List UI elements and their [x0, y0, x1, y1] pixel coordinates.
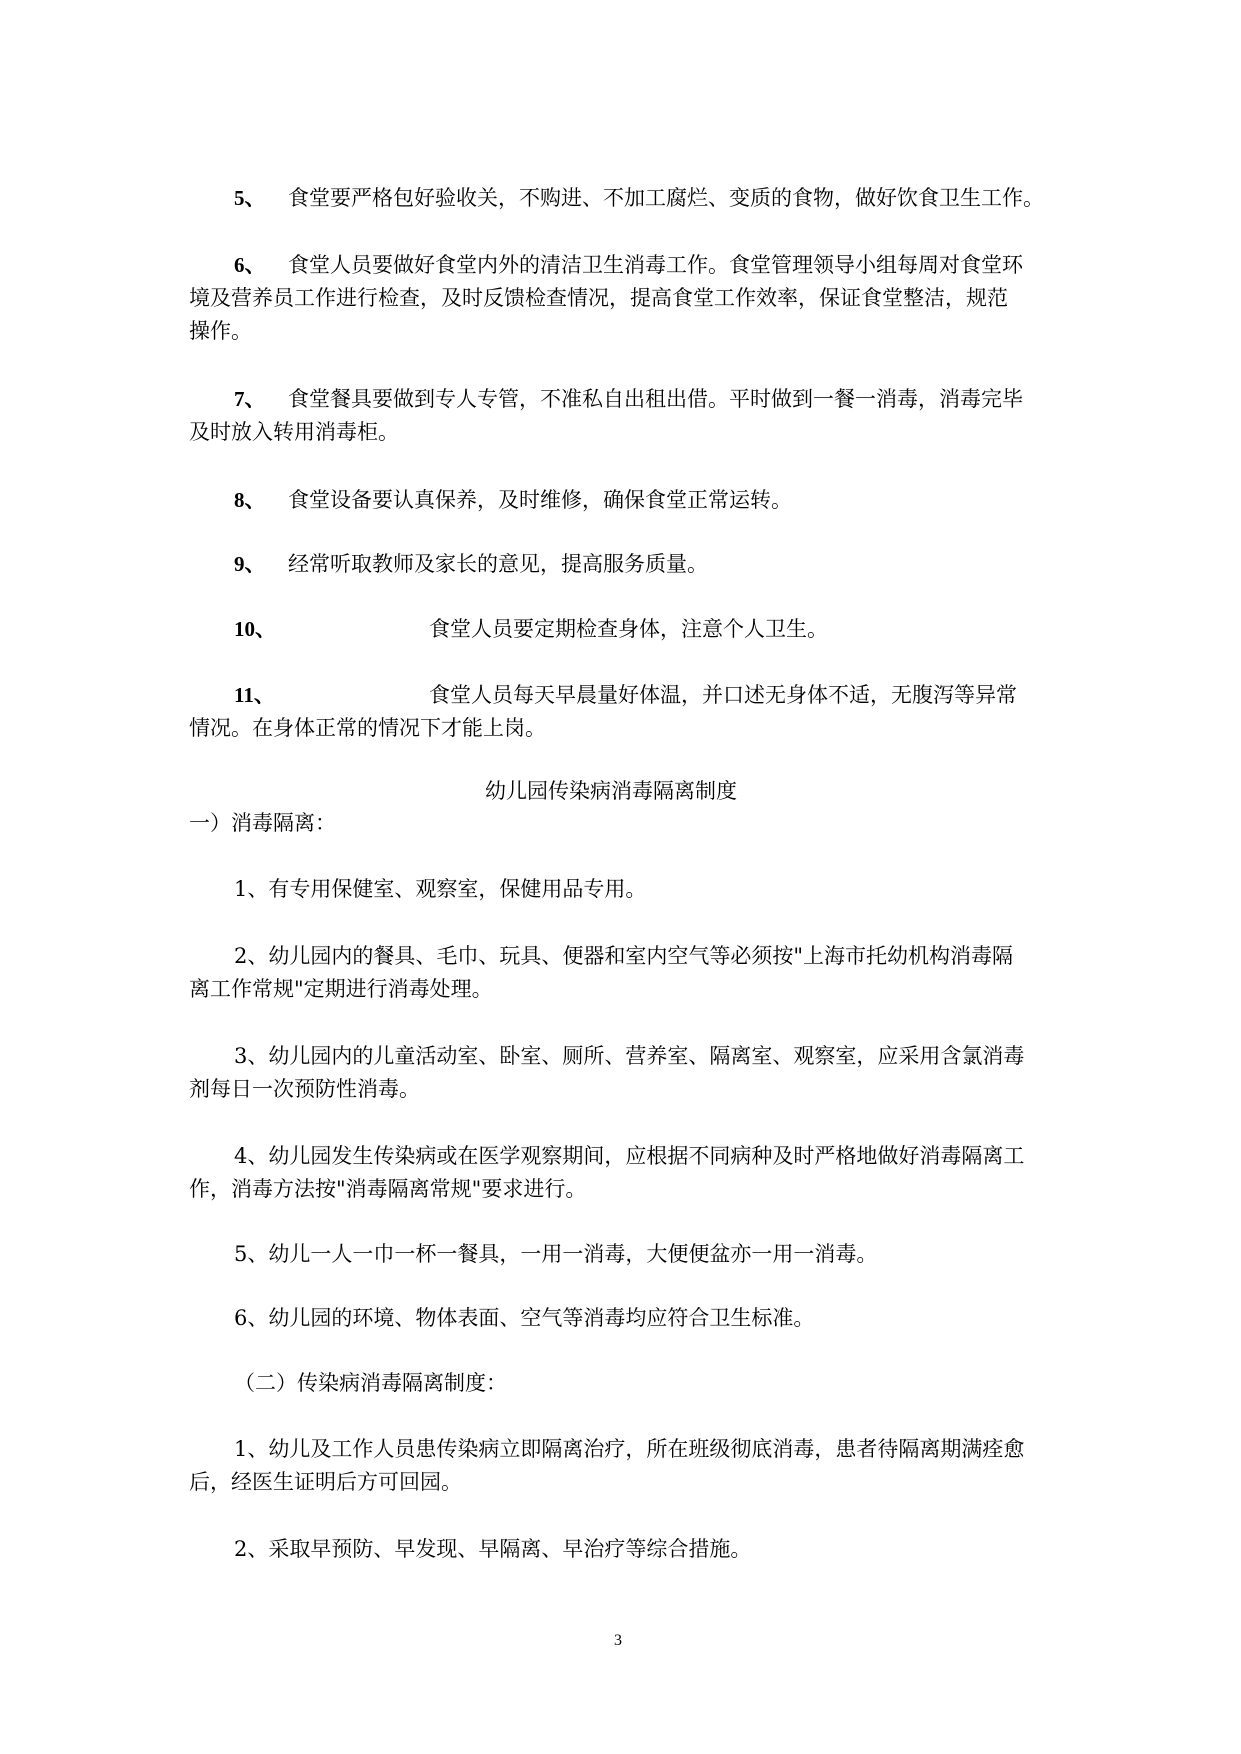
list-item-text: 离工作常规"定期进行消毒处理。	[189, 977, 493, 1001]
list-item-text: 操作。	[189, 319, 252, 343]
list-item-text: 3、幼儿园内的儿童活动室、卧室、厕所、营养室、隔离室、观察室，应采用含氯消毒	[234, 1044, 1025, 1068]
list-item-number: 11、	[234, 683, 275, 707]
list-item-number: 9、	[234, 552, 266, 576]
list-item-text: 食堂要严格包好验收关，不购进、不加工腐烂、变质的食物，做好饮食卫生工作。	[288, 186, 1044, 210]
list-item-text: 食堂餐具要做到专人专管，不准私自出租出借。平时做到一餐一消毒，消毒完毕	[288, 387, 1023, 411]
list-item-text: 2、采取早预防、早发现、早隔离、早治疗等综合措施。	[234, 1537, 752, 1561]
list-item-text: 5、幼儿一人一巾一杯一餐具，一用一消毒，大便便盆亦一用一消毒。	[234, 1242, 878, 1266]
list-item-text: 1、有专用保健室、观察室，保健用品专用。	[234, 877, 647, 901]
list-item-number: 5、	[234, 186, 266, 210]
list-item-text: 食堂人员每天早晨量好体温，并口述无身体不适，无腹泻等异常	[429, 683, 1017, 707]
subsection-heading: 一）消毒隔离：	[189, 811, 336, 835]
list-item-text: 剂每日一次预防性消毒。	[189, 1077, 420, 1101]
section-title: 幼儿园传染病消毒隔离制度	[485, 779, 737, 803]
list-item-text: 经常听取教师及家长的意见，提高服务质量。	[288, 552, 708, 576]
list-item-number: 6、	[234, 253, 266, 277]
list-item-text: 后，经医生证明后方可回园。	[189, 1470, 462, 1494]
list-item-text: 境及营养员工作进行检查，及时反馈检查情况，提高食堂工作效率，保证食堂整洁，规范	[189, 286, 1008, 310]
list-item-number: 8、	[234, 488, 266, 512]
subsection-heading: （二）传染病消毒隔离制度：	[234, 1371, 507, 1395]
list-item-number: 7、	[234, 387, 266, 411]
list-item-number: 10、	[234, 617, 276, 641]
list-item-text: 及时放入转用消毒柜。	[189, 420, 399, 444]
list-item-text: 1、幼儿及工作人员患传染病立即隔离治疗，所在班级彻底消毒，患者待隔离期满痊愈	[234, 1437, 1025, 1461]
list-item-text: 食堂设备要认真保养，及时维修，确保食堂正常运转。	[288, 488, 792, 512]
list-item-text: 6、幼儿园的环境、物体表面、空气等消毒均应符合卫生标准。	[234, 1306, 815, 1330]
list-item-text: 2、幼儿园内的餐具、毛巾、玩具、便器和室内空气等必须按"上海市托幼机构消毒隔	[234, 944, 1014, 968]
list-item-text: 情况。在身体正常的情况下才能上岗。	[189, 716, 546, 740]
list-item-text: 食堂人员要做好食堂内外的清洁卫生消毒工作。食堂管理领导小组每周对食堂环	[288, 253, 1023, 277]
page-number: 3	[614, 1632, 622, 1649]
list-item-text: 食堂人员要定期检查身体，注意个人卫生。	[429, 617, 828, 641]
list-item-text: 作，消毒方法按"消毒隔离常规"要求进行。	[189, 1177, 587, 1201]
list-item-text: 4、幼儿园发生传染病或在医学观察期间，应根据不同病种及时严格地做好消毒隔离工	[234, 1144, 1025, 1168]
